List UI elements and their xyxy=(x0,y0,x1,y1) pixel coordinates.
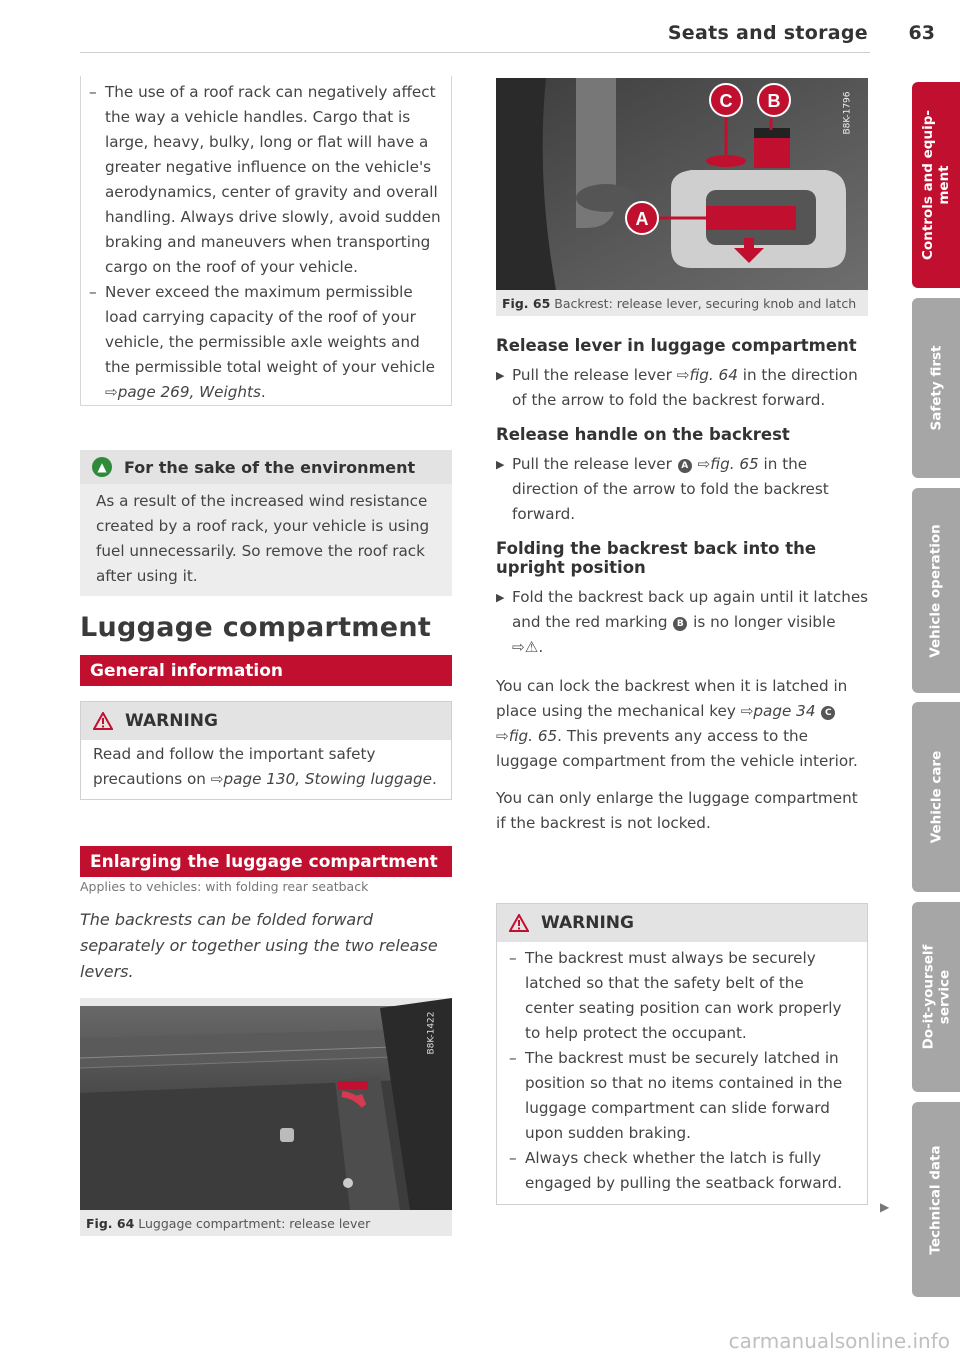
warning-box-backrest xyxy=(496,903,868,1205)
enlarging-heading: Enlarging the luggage compartment xyxy=(80,846,452,877)
backrest-image xyxy=(496,78,868,290)
figure-link[interactable]: fig. 65 xyxy=(710,455,759,473)
list-item: – The use of a roof rack can negatively affect the way a vehicle handles. Cargo that is large, heavy, bulky, long or flat will have a greater negative influence on the vehicle's aerodynamics, center of gravity and overall handling. Always drive slowly, avoid sudden braking and maneuvers when transporting cargo on the roof of your vehicle. xyxy=(89,80,441,280)
environment-header xyxy=(80,450,452,484)
figure-65 xyxy=(496,78,868,316)
environment-text: As a result of the increased wind resistance created by a roof rack, your vehicle is using fuel unnecessarily. So remove the roof rack after using it. xyxy=(80,484,452,596)
warning-header xyxy=(81,702,451,740)
list-item: – Always check whether the latch is fully engaged by pulling the seatback forward. xyxy=(509,1146,855,1196)
step-arrow-icon: ▶ xyxy=(496,591,505,604)
enlarging-intro: The backrests can be folded forward separately or together using the two release levers. xyxy=(80,910,438,981)
general-information-heading: General information xyxy=(80,655,452,686)
tab-vehicle-operation[interactable]: Vehicle operation xyxy=(912,488,960,693)
tab-do-it-yourself-service[interactable]: Do-it-yourself service xyxy=(912,902,960,1092)
step-arrow-icon: ▶ xyxy=(496,458,505,471)
folding-back-step: ▶ Fold the backrest back up again until it latches and the red marking B is no longer visible ⇨⚠. xyxy=(496,585,870,660)
tab-safety-first[interactable]: Safety first xyxy=(912,298,960,478)
figure-code: B8K-1422 xyxy=(426,1011,437,1055)
warning-list xyxy=(497,942,867,1204)
tab-vehicle-care[interactable]: Vehicle care xyxy=(912,702,960,892)
applies-to: Applies to vehicles: with folding rear seatback xyxy=(80,879,369,894)
figure-link[interactable]: fig. 64 xyxy=(689,366,738,384)
warning-box-storage xyxy=(80,701,452,800)
marker-c: C xyxy=(821,706,835,720)
warning-symbol-link[interactable]: ⚠ xyxy=(524,638,539,656)
figure-link[interactable]: fig. 65 xyxy=(508,727,558,745)
lock-paragraph: You can lock the backrest when it is latched in place using the mechanical key ⇨page 34 C ⇨fig. 65. This prevents any access to the luggage compartment from the vehicle interior. xyxy=(496,677,858,770)
release-handle-step: ▶ Pull the release lever A ⇨fig. 65 in the direction of the arrow to fold the backrest forward. xyxy=(496,452,870,527)
step-arrow-icon: ▶ xyxy=(496,369,505,382)
release-handle-heading: Release handle on the backrest xyxy=(496,425,790,444)
list-item: – Never exceed the maximum permissible load carrying capacity of the roof of your vehicle, the permissible axle weights and the permissible total weight of your vehicle ⇨page 269, Weights. xyxy=(89,280,441,405)
luggage-compartment-image xyxy=(80,998,452,1210)
figure-64 xyxy=(80,998,452,1236)
figure-code: B8K-1796 xyxy=(842,91,853,135)
environment-note xyxy=(80,450,452,596)
roof-rack-warning-list xyxy=(89,80,441,405)
list-item: – The backrest must be securely latched in position so that no items contained in the luggage compartment can slide forward upon sudden braking. xyxy=(509,1046,855,1146)
callout-b: B xyxy=(767,91,781,111)
warning-header xyxy=(497,904,867,942)
environment-title: For the sake of the environment xyxy=(124,457,416,477)
warning-text: Read and follow the important safety precautions on ⇨page 130, Stowing luggage. xyxy=(93,745,437,788)
page-link[interactable]: page 269, Weights xyxy=(117,383,261,401)
release-lever-step: ▶ Pull the release lever ⇨fig. 64 in the direction of the arrow to fold the backrest forward. xyxy=(496,363,870,413)
list-item: – The backrest must always be securely latched so that the safety belt of the center seating position can work properly to help protect the occupant. xyxy=(509,946,855,1046)
marker-a: A xyxy=(678,459,692,473)
callout-a: A xyxy=(635,209,649,229)
warning-triangle-icon xyxy=(93,712,113,730)
page-link[interactable]: page 130, Stowing luggage xyxy=(223,770,432,788)
marker-b: B xyxy=(673,617,687,631)
roof-rack-warning-box xyxy=(80,76,452,406)
tab-technical-data[interactable]: Technical data xyxy=(912,1102,960,1297)
right-column-body xyxy=(496,336,870,836)
page-number: 63 xyxy=(908,22,935,44)
figure-caption: Fig. 65 Backrest: release lever, securing knob and latch xyxy=(502,296,857,311)
warning-title: WARNING xyxy=(541,913,634,933)
warning-title: WARNING xyxy=(125,711,218,731)
callout-c: C xyxy=(719,91,733,111)
header-rule xyxy=(80,52,870,53)
tab-controls-and-equipment[interactable]: Controls and equip- ment xyxy=(912,82,960,288)
figure-caption: Fig. 64 Luggage compartment: release lever xyxy=(86,1216,371,1231)
continue-arrow-icon: ▶ xyxy=(880,1200,890,1214)
watermark: carmanualsonline.info xyxy=(728,1329,950,1353)
release-lever-heading: Release lever in luggage compartment xyxy=(496,336,857,355)
header-title: Seats and storage xyxy=(667,22,868,44)
enlarge-paragraph: You can only enlarge the luggage compartment if the backrest is not locked. xyxy=(496,789,858,832)
section-title: Luggage compartment xyxy=(80,612,432,643)
warning-triangle-icon xyxy=(509,914,529,932)
leaf-icon: ▲ xyxy=(92,457,112,477)
folding-back-heading: Folding the backrest back into the upright position xyxy=(496,539,817,577)
page-link[interactable]: page 34 xyxy=(753,702,816,720)
